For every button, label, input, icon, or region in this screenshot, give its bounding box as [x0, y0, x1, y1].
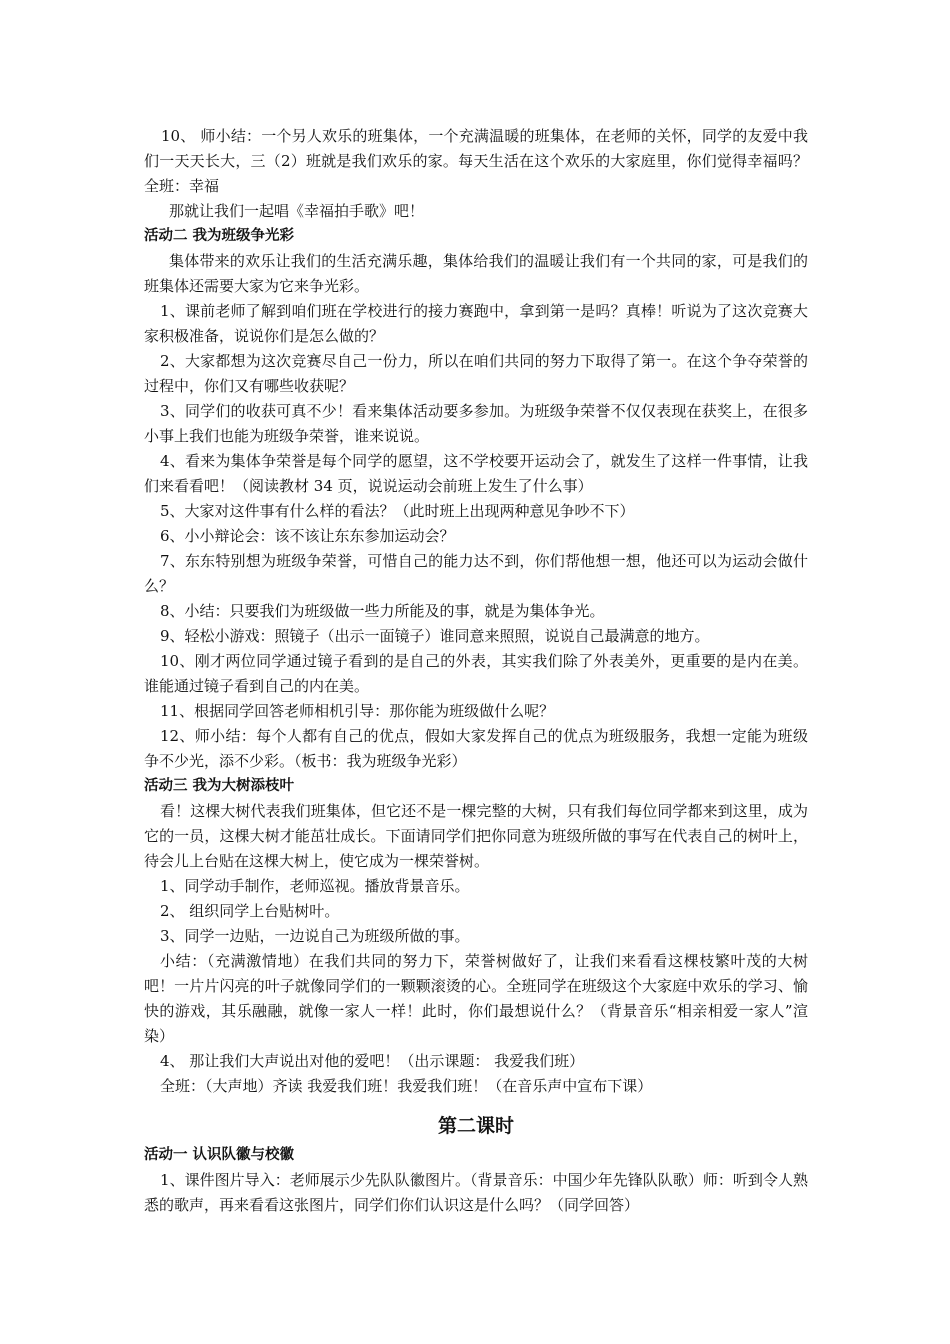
list-item: 5、大家对这件事有什么样的看法？（此时班上出现两种意见争吵不下） — [160, 502, 635, 520]
paragraph: 看！这棵大树代表我们班集体，但它还不是一棵完整的大树，只有我们每位同学都来到这里，成为它的一员，这棵大树才能茁壮成长。下面请同学们把你同意为班级所做的事写在代表自己的树叶上，待会儿上台贴在这棵大树上，使它成为一棵荣誉树。 — [144, 802, 808, 870]
section-heading: 活动二 我为班级争光彩 — [144, 228, 295, 244]
paragraph: 集体带来的欢乐让我们的生活充满乐趣，集体给我们的温暖让我们有一个共同的家，可是我们的班集体还需要大家为它来争光彩。 — [144, 252, 808, 295]
list-item: 7、东东特别想为班级争荣誉，可惜自己的能力达不到，你们帮他想一想，他还可以为运动会做什么？ — [144, 552, 808, 595]
list-item: 3、同学一边贴，一边说自己为班级所做的事。 — [160, 927, 470, 945]
list-item: 1、同学动手制作，老师巡视。播放背景音乐。 — [160, 877, 470, 895]
list-item: 1、课前老师了解到咱们班在学校进行的接力赛跑中，拿到第一是吗？真棒！听说为了这次竞赛大家积极准备，说说你们是怎么做的？ — [144, 302, 808, 345]
document-body — [144, 124, 808, 1218]
list-item: 3、同学们的收获可真不少！看来集体活动要多参加。为班级争荣誉不仅仅表现在获奖上，在很多小事上我们也能为班级争荣誉，谁来说说。 — [144, 402, 808, 445]
list-item: 12、师小结：每个人都有自己的优点，假如大家发挥自己的优点为班级服务，我想一定能为班级争不少光，添不少彩。（板书：我为班级争光彩） — [144, 727, 808, 770]
lesson-title: 第二课时 — [437, 1115, 514, 1137]
list-item: 11、根据同学回答老师相机引导：那你能为班级做什么呢？ — [160, 702, 555, 720]
list-item: 2、大家都想为这次竞赛尽自己一份力，所以在咱们共同的努力下取得了第一。在这个争夺荣誉的过程中，你们又有哪些收获呢？ — [144, 352, 808, 395]
list-item: 4、看来为集体争荣誉是每个同学的愿望，这不学校要开运动会了，就发生了这样一件事情，让我们来看看吧！（阅读教材 34 页，说说运动会前班上发生了什么事） — [144, 452, 808, 495]
paragraph: 那就让我们一起唱《幸福拍手歌》吧！ — [169, 202, 425, 220]
list-item: 10、刚才两位同学通过镜子看到的是自己的外表，其实我们除了外表美外，更重要的是内在美。谁能通过镜子看到自己的内在美。 — [144, 652, 808, 695]
paragraph: 全班：（大声地）齐读 我爱我们班！我爱我们班！（在音乐声中宣布下课） — [160, 1077, 653, 1095]
list-item: 2、 组织同学上台贴树叶。 — [160, 902, 340, 920]
section-heading: 活动三 我为大树添枝叶 — [144, 778, 295, 794]
list-item: 8、小结：只要我们为班级做一些力所能及的事，就是为集体争光。 — [160, 602, 605, 620]
list-item: 6、小小辩论会：该不该让东东参加运动会？ — [160, 527, 455, 545]
paragraph: 小结：（充满激情地）在我们共同的努力下，荣誉树做好了，让我们来看看这棵枝繁叶茂的大树吧！一片片闪亮的叶子就像同学们的一颗颗滚烫的心。全班同学在班级这个大家庭中欢乐的学习、愉快的游戏，其乐融融，就像一家人一样！此时，你们最想说什么？（背景音乐“相亲相爱一家人”渲染） — [144, 952, 808, 1045]
section-heading: 活动一 认识队徽与校徽 — [144, 1147, 295, 1163]
paragraph: 10、 师小结：一个另人欢乐的班集体，一个充满温暖的班集体，在老师的关怀，同学的友爱中我们一天天长大，三（2）班就是我们欢乐的家。每天生活在这个欢乐的大家庭里，你们觉得幸福吗？全班：幸福 — [144, 127, 808, 195]
list-item: 9、轻松小游戏：照镜子（出示一面镜子）谁同意来照照，说说自己最满意的地方。 — [160, 627, 710, 645]
list-item: 4、 那让我们大声说出对他的爱吧！（出示课题： 我爱我们班） — [160, 1052, 585, 1070]
list-item: 1、课件图片导入：老师展示少先队队徽图片。（背景音乐：中国少年先锋队队歌）师：听到令人熟悉的歌声，再来看看这张图片，同学们你们认识这是什么吗？（同学回答） — [144, 1171, 808, 1214]
